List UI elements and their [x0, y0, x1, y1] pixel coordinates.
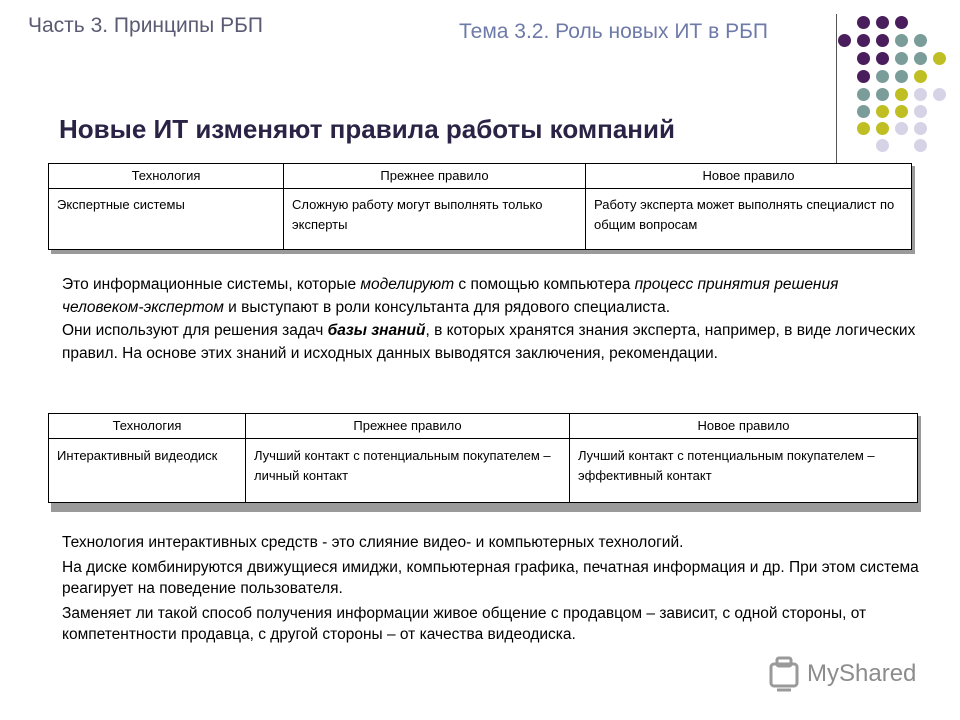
text-span-italic: процесс принятия решения человеком-экспертом	[62, 276, 839, 316]
table-header-row	[49, 414, 918, 439]
col-header-technology: Технология	[49, 414, 246, 439]
table-header-row	[49, 164, 912, 189]
decor-dot	[914, 52, 927, 65]
text-span-bold-italic: базы знаний	[327, 322, 426, 339]
col-header-old-rule: Прежнее правило	[246, 414, 570, 439]
col-header-new-rule: Новое правило	[586, 164, 912, 189]
decor-dot	[876, 105, 889, 118]
topic-header: Тема 3.2. Роль новых ИТ в РБП	[459, 20, 768, 43]
watermark-text: MyShared	[807, 660, 917, 687]
decor-dot	[895, 52, 908, 65]
divider-line	[836, 14, 837, 176]
decor-dot	[895, 70, 908, 83]
decor-dot	[895, 105, 908, 118]
text-span: , в которых хранятся знания эксперта, например, в виде логических правил. На основе этих знаний и исходных данных выводятся заключения, рекомендации.	[62, 322, 916, 362]
interactive-media-description	[62, 532, 922, 649]
decor-dot	[914, 139, 927, 152]
slide-title: Новые ИТ изменяют правила работы компаний	[59, 114, 675, 144]
section-header: Часть 3. Принципы РБП	[28, 14, 263, 37]
cell-technology: Интерактивный видеодиск	[49, 439, 246, 503]
rules-table-video-disk	[48, 413, 918, 503]
decor-dot	[914, 122, 927, 135]
table-row	[49, 189, 912, 250]
decor-dot	[895, 88, 908, 101]
decor-dot	[876, 52, 889, 65]
col-header-new-rule: Новое правило	[570, 414, 918, 439]
decor-dot	[895, 122, 908, 135]
decor-dot	[876, 16, 889, 29]
text-span: Они используют для решения задач	[62, 322, 328, 339]
decor-dot	[933, 88, 946, 101]
rules-table-expert-systems	[48, 163, 912, 250]
decor-dot	[914, 88, 927, 101]
decor-dot	[895, 16, 908, 29]
decor-dot	[914, 70, 927, 83]
decor-dot	[857, 70, 870, 83]
text-span: и выступают в роли консультанта для рядового специалиста.	[223, 299, 671, 316]
decor-dot	[914, 105, 927, 118]
decor-dot	[857, 122, 870, 135]
myshared-logo-icon	[767, 656, 805, 696]
decor-dot	[876, 34, 889, 47]
cell-technology: Экспертные системы	[49, 189, 284, 250]
decor-dot	[857, 88, 870, 101]
decor-dot	[895, 34, 908, 47]
cell-new-rule: Работу эксперта может выполнять специалист по общим вопросам	[586, 189, 912, 250]
decor-dot	[914, 34, 927, 47]
col-header-technology: Технология	[49, 164, 284, 189]
paragraph: На диске комбинируются движущиеся имиджи, компьютерная графика, печатная информация и др. При этом система реагирует на поведение пользователя.	[62, 559, 919, 597]
decor-dot	[876, 70, 889, 83]
text-span-italic: моделируют	[360, 276, 455, 293]
paragraph: Заменяет ли такой способ получения информации живое общение с продавцом – зависит, с одной стороны, от компетентности продавца, с другой стороны – от качества видеодиска.	[62, 605, 867, 643]
decor-dot	[857, 16, 870, 29]
expert-systems-description	[62, 273, 922, 365]
decor-dot	[933, 52, 946, 65]
decor-dot	[876, 88, 889, 101]
decor-dot	[876, 139, 889, 152]
cell-new-rule: Лучший контакт с потенциальным покупателем – эффективный контакт	[570, 439, 918, 503]
decor-dot	[857, 34, 870, 47]
cell-old-rule: Сложную работу могут выполнять только эксперты	[284, 189, 586, 250]
decor-dot	[857, 105, 870, 118]
text-span: Это информационные системы, которые	[62, 276, 361, 293]
col-header-old-rule: Прежнее правило	[284, 164, 586, 189]
table-row	[49, 439, 918, 503]
decor-dot	[857, 52, 870, 65]
decor-dot	[876, 122, 889, 135]
paragraph: Технология интерактивных средств - это слияние видео- и компьютерных технологий.	[62, 534, 684, 551]
cell-old-rule: Лучший контакт с потенциальным покупателем – личный контакт	[246, 439, 570, 503]
decor-dot	[838, 34, 851, 47]
text-span: с помощью компьютера	[454, 276, 635, 293]
